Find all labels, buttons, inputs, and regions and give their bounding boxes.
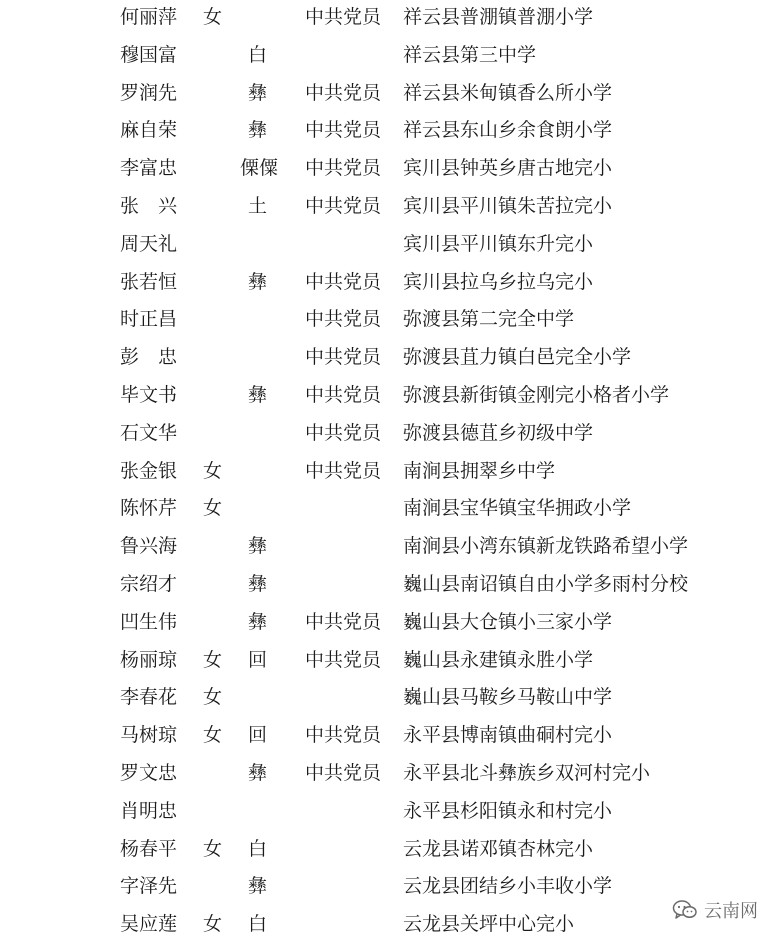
name-cell: 彭 忠 bbox=[120, 346, 178, 369]
table-row bbox=[0, 267, 783, 297]
party-cell: 中共党员 bbox=[305, 724, 382, 747]
party-cell: 中共党员 bbox=[305, 308, 382, 331]
unit-cell: 弥渡县第二完全中学 bbox=[403, 308, 575, 331]
party-cell: 中共党员 bbox=[305, 346, 382, 369]
gender-cell: 女 bbox=[203, 648, 223, 671]
unit-cell: 云龙县诺邓镇杏林完小 bbox=[403, 837, 594, 860]
name-cell: 李春花 bbox=[120, 686, 178, 709]
unit-cell: 祥云县第三中学 bbox=[403, 43, 537, 66]
name-cell: 杨春平 bbox=[120, 837, 178, 860]
table-row bbox=[0, 40, 783, 70]
name-cell: 张金银 bbox=[120, 459, 178, 482]
party-cell: 中共党员 bbox=[305, 157, 382, 180]
unit-cell: 弥渡县新街镇金刚完小格者小学 bbox=[403, 384, 670, 406]
table-row bbox=[0, 380, 783, 410]
party-cell: 中共党员 bbox=[305, 421, 382, 444]
watermark-text: 云南网 bbox=[704, 901, 758, 922]
unit-cell: 宾川县平川镇东升完小 bbox=[403, 232, 594, 255]
ethnicity-cell: 彝 bbox=[248, 270, 268, 293]
table-row bbox=[0, 909, 783, 939]
name-cell: 凹生伟 bbox=[120, 610, 178, 633]
name-cell: 吴应莲 bbox=[120, 913, 178, 936]
gender-cell: 女 bbox=[203, 6, 223, 28]
unit-cell: 祥云县东山乡余食朗小学 bbox=[403, 119, 613, 142]
unit-cell: 南涧县小湾东镇新龙铁路希望小学 bbox=[403, 535, 689, 558]
table-row bbox=[0, 531, 783, 561]
name-cell: 罗润先 bbox=[120, 81, 178, 104]
name-cell: 马树琼 bbox=[120, 724, 178, 747]
name-cell: 毕文书 bbox=[120, 384, 178, 406]
table-row bbox=[0, 645, 783, 675]
gender-cell: 女 bbox=[203, 837, 223, 860]
name-cell: 张 兴 bbox=[120, 195, 178, 217]
table-row bbox=[0, 720, 783, 750]
ethnicity-cell: 傈僳 bbox=[240, 157, 279, 180]
name-cell: 麻自荣 bbox=[120, 119, 178, 142]
ethnicity-cell: 彝 bbox=[248, 535, 268, 558]
party-cell: 中共党员 bbox=[305, 81, 382, 104]
ethnicity-cell: 回 bbox=[248, 724, 268, 747]
unit-cell: 巍山县大仓镇小三家小学 bbox=[403, 610, 613, 633]
table-row bbox=[0, 834, 783, 864]
party-cell: 中共党员 bbox=[305, 195, 382, 217]
name-cell: 字泽先 bbox=[120, 875, 178, 898]
table-row bbox=[0, 607, 783, 637]
table-row bbox=[0, 418, 783, 448]
unit-cell: 永平县博南镇曲硐村完小 bbox=[403, 724, 613, 747]
unit-cell: 祥云县米甸镇香么所小学 bbox=[403, 81, 613, 104]
unit-cell: 永平县北斗彝族乡双河村完小 bbox=[403, 762, 651, 784]
unit-cell: 巍山县永建镇永胜小学 bbox=[403, 648, 594, 671]
name-cell: 杨丽琼 bbox=[120, 648, 178, 671]
name-cell: 张若恒 bbox=[120, 270, 178, 293]
unit-cell: 巍山县马鞍乡马鞍山中学 bbox=[403, 686, 613, 709]
table-row bbox=[0, 758, 783, 788]
unit-cell: 南涧县拥翠乡中学 bbox=[403, 459, 556, 482]
ethnicity-cell: 彝 bbox=[248, 81, 268, 104]
gender-cell: 女 bbox=[203, 497, 223, 520]
ethnicity-cell: 彝 bbox=[248, 384, 268, 406]
ethnicity-cell: 回 bbox=[248, 648, 268, 671]
unit-cell: 云龙县团结乡小丰收小学 bbox=[403, 875, 613, 898]
table-row bbox=[0, 569, 783, 599]
ethnicity-cell: 彝 bbox=[248, 119, 268, 142]
party-cell: 中共党员 bbox=[305, 459, 382, 482]
name-cell: 石文华 bbox=[120, 421, 178, 444]
unit-cell: 宾川县平川镇朱苦拉完小 bbox=[403, 195, 613, 217]
table-row bbox=[0, 2, 783, 32]
party-cell: 中共党员 bbox=[305, 6, 382, 28]
table-row bbox=[0, 304, 783, 334]
name-cell: 李富忠 bbox=[120, 157, 178, 180]
name-cell: 罗文忠 bbox=[120, 762, 178, 784]
unit-cell: 弥渡县德苴乡初级中学 bbox=[403, 421, 594, 444]
unit-cell: 宾川县拉乌乡拉乌完小 bbox=[403, 270, 594, 293]
gender-cell: 女 bbox=[203, 913, 223, 936]
unit-cell: 南涧县宝华镇宝华拥政小学 bbox=[403, 497, 632, 520]
table-row bbox=[0, 456, 783, 486]
party-cell: 中共党员 bbox=[305, 610, 382, 633]
name-cell: 时正昌 bbox=[120, 308, 178, 331]
ethnicity-cell: 彝 bbox=[248, 875, 268, 898]
ethnicity-cell: 白 bbox=[248, 837, 268, 860]
table-row bbox=[0, 682, 783, 712]
gender-cell: 女 bbox=[203, 686, 223, 709]
watermark bbox=[672, 893, 758, 927]
table-row bbox=[0, 871, 783, 901]
ethnicity-cell: 白 bbox=[248, 913, 268, 936]
name-cell: 鲁兴海 bbox=[120, 535, 178, 558]
party-cell: 中共党员 bbox=[305, 648, 382, 671]
ethnicity-cell: 彝 bbox=[248, 573, 268, 595]
party-cell: 中共党员 bbox=[305, 384, 382, 406]
ethnicity-cell: 土 bbox=[248, 195, 268, 217]
name-cell: 宗绍才 bbox=[120, 573, 178, 595]
table-row bbox=[0, 796, 783, 826]
wechat-icon bbox=[672, 899, 698, 921]
name-cell: 陈怀芹 bbox=[120, 497, 178, 520]
party-cell: 中共党员 bbox=[305, 119, 382, 142]
name-cell: 穆国富 bbox=[120, 43, 178, 66]
unit-cell: 永平县杉阳镇永和村完小 bbox=[403, 799, 613, 822]
gender-cell: 女 bbox=[203, 459, 223, 482]
ethnicity-cell: 白 bbox=[248, 43, 268, 66]
table-row bbox=[0, 115, 783, 145]
name-cell: 肖明忠 bbox=[120, 799, 178, 822]
table-row bbox=[0, 191, 783, 221]
gender-cell: 女 bbox=[203, 724, 223, 747]
table-row bbox=[0, 342, 783, 372]
name-cell: 何丽萍 bbox=[120, 6, 178, 28]
party-cell: 中共党员 bbox=[305, 762, 382, 784]
table-row bbox=[0, 78, 783, 108]
unit-cell: 弥渡县苴力镇白邑完全小学 bbox=[403, 346, 632, 369]
table-row bbox=[0, 493, 783, 523]
name-cell: 周天礼 bbox=[120, 232, 178, 255]
unit-cell: 巍山县南诏镇自由小学多雨村分校 bbox=[403, 573, 689, 595]
unit-cell: 云龙县关坪中心完小 bbox=[403, 913, 575, 936]
ethnicity-cell: 彝 bbox=[248, 610, 268, 633]
ethnicity-cell: 彝 bbox=[248, 762, 268, 784]
table-row bbox=[0, 229, 783, 259]
party-cell: 中共党员 bbox=[305, 270, 382, 293]
unit-cell: 宾川县钟英乡唐古地完小 bbox=[403, 157, 613, 180]
unit-cell: 祥云县普淜镇普淜小学 bbox=[403, 6, 594, 28]
table-row bbox=[0, 153, 783, 183]
